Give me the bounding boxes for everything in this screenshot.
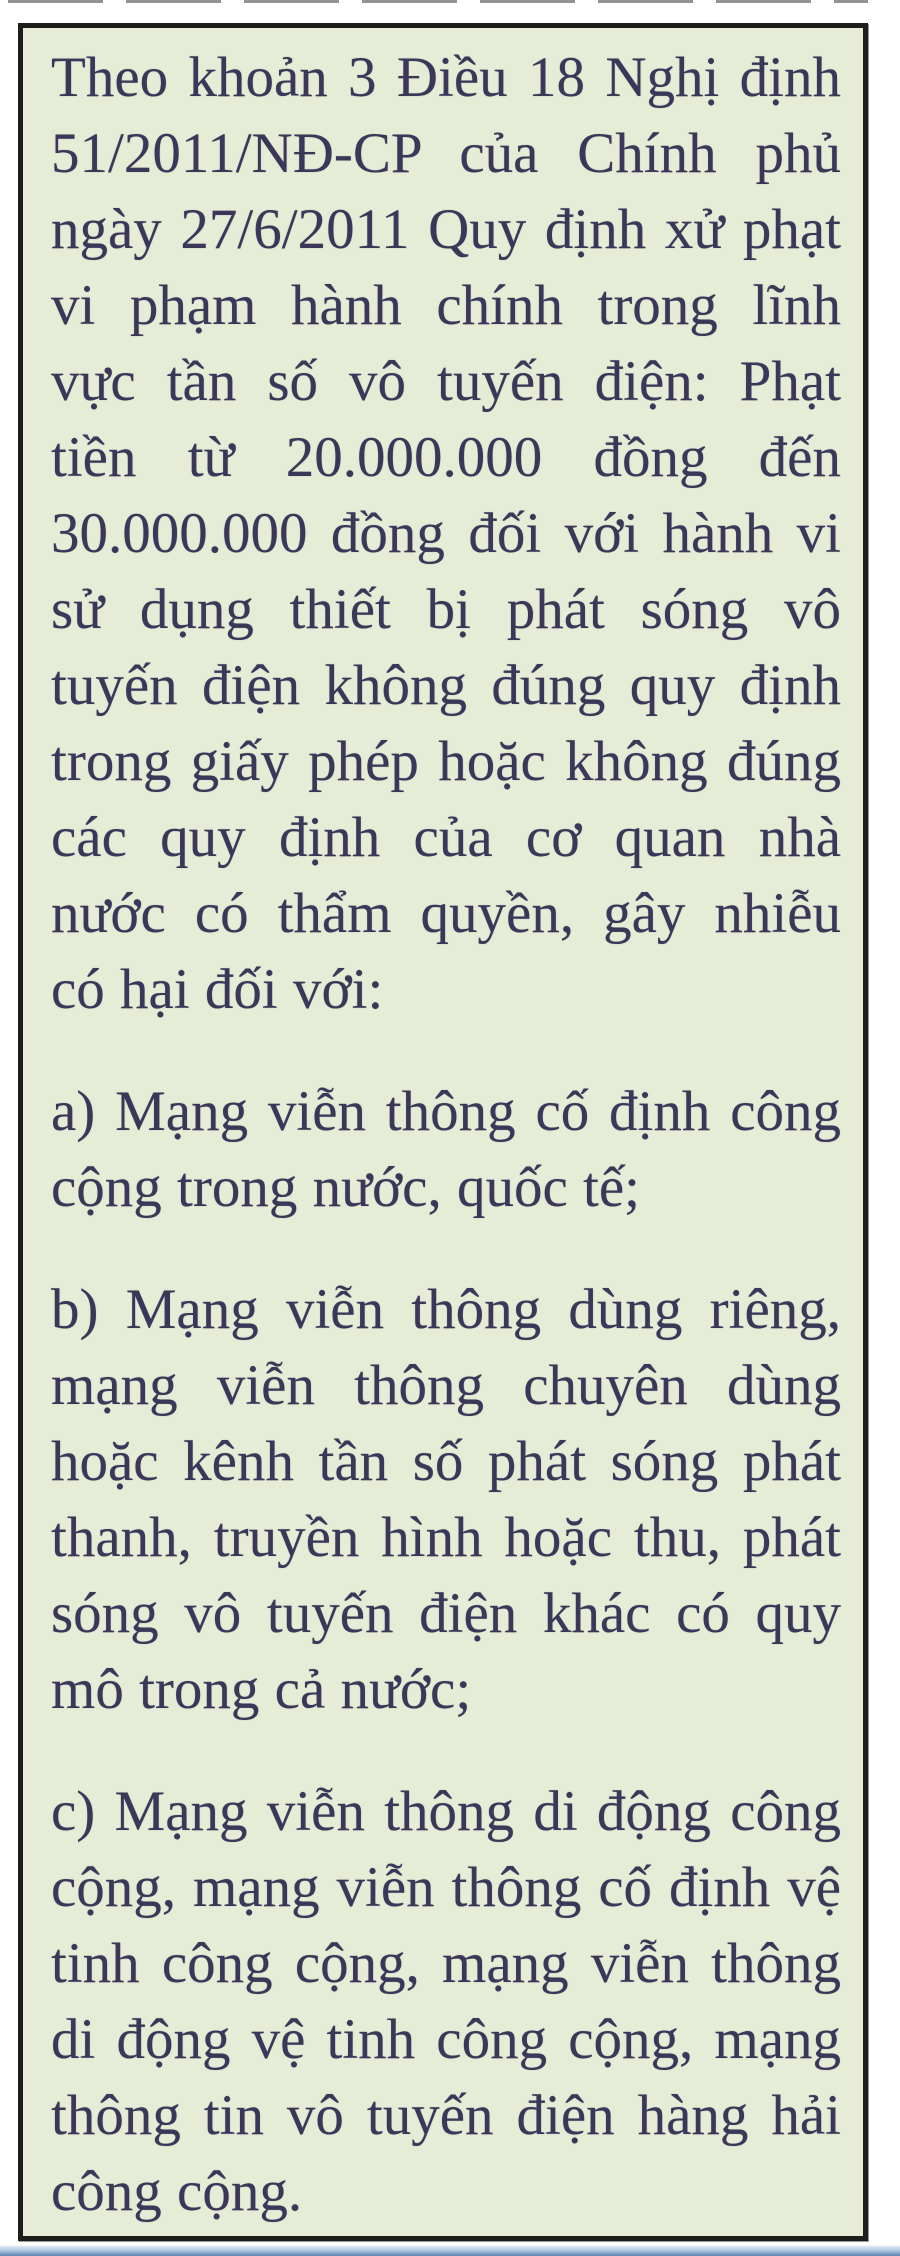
paragraph-item-b: b) Mạng viễn thông dùng riêng, mạng viễn thông chuyên dùng hoặc kênh tần số phát sóng phát thanh, truyền hình hoặc thu, phát sóng vô tuyến điện khác có quy mô trong cả nước; <box>51 1278 841 1721</box>
legal-text-box <box>18 23 868 2241</box>
cropped-content-edge <box>8 0 868 3</box>
window-titlebar-edge <box>0 2245 900 2256</box>
paragraph-item-a: a) Mạng viễn thông cố định công cộng trong nước, quốc tế; <box>51 1080 841 1219</box>
paragraph-item-c: c) Mạng viễn thông di động công cộng, mạng viễn thông cố định vệ tinh công cộng, mạng viễn thông di động vệ tinh công cộng, mạng thông tin vô tuyến điện hàng hải công cộng. <box>51 1780 841 2223</box>
paragraph-intro: Theo khoản 3 Điều 18 Nghị định 51/2011/NĐ-CP của Chính phủ ngày 27/6/2011 Quy định xử phạt vi phạm hành chính trong lĩnh vực tần số vô tuyến điện: Phạt tiền từ 20.000.000 đồng đến 30.000.000 đồng đối với hành vi sử dụng thiết bị phát sóng vô tuyến điện không đúng quy định trong giấy phép hoặc không đúng các quy định của cơ quan nhà nước có thẩm quyền, gây nhiễu có hại đối với: <box>51 46 841 1021</box>
